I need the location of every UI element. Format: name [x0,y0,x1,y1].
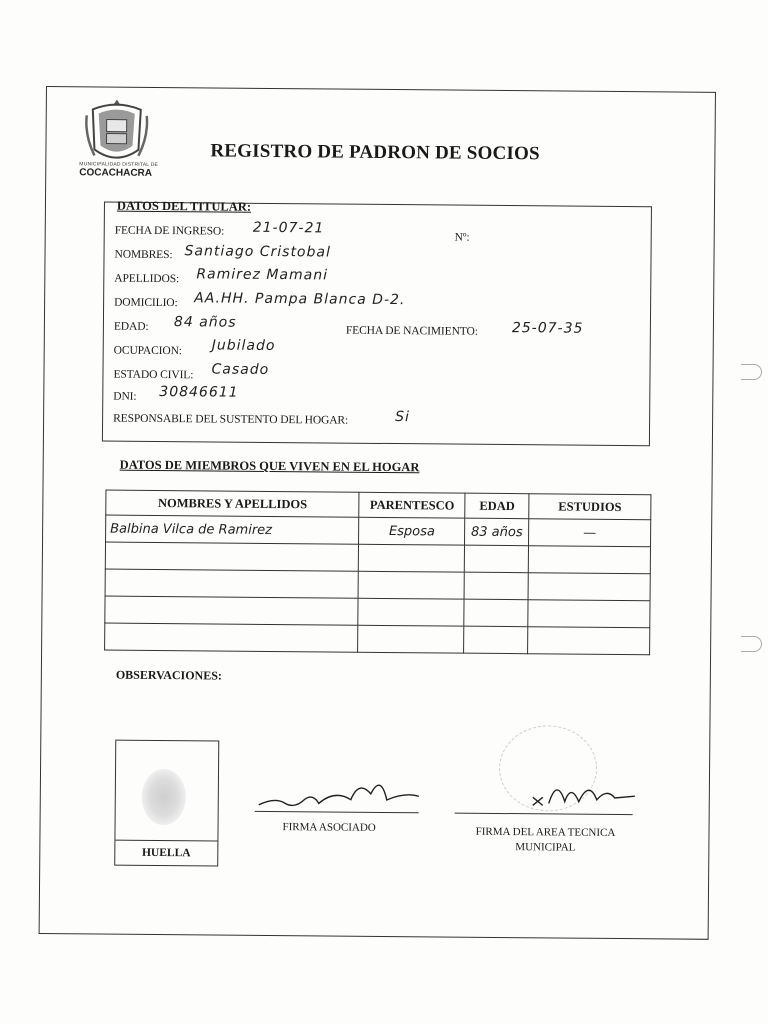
member-estudios-cell[interactable] [528,573,650,601]
ocupacion-label: OCUPACION: [113,344,182,358]
huella-label: HUELLA [115,840,217,866]
col-edad-header: EDAD [465,493,529,519]
col-nombres-header: NOMBRES Y APELLIDOS [106,490,360,517]
ocupacion-value[interactable]: Jubilado [211,337,276,355]
numero-label: Nº: [454,231,470,244]
edad-label: EDAD: [113,320,149,333]
punch-hole-mark [741,364,762,380]
firma-area-line1: FIRMA DEL AREA TECNICA [475,825,616,839]
member-estudios-cell[interactable] [528,546,650,574]
col-parentesco-header: PARENTESCO [359,492,465,518]
member-parentesco-cell[interactable] [358,625,464,653]
fecha-nacimiento-label: FECHA DE NACIMIENTO: [345,324,478,338]
observaciones-label: OBSERVACIONES: [115,667,222,683]
member-parentesco-cell[interactable] [359,544,465,572]
titular-heading: DATOS DEL TITULAR: [116,198,252,214]
member-edad-cell[interactable]: 83 años [465,518,529,546]
logo-subtitle: MUNICIPALIDAD DISTRITAL DE [79,161,159,168]
member-edad-cell[interactable] [464,572,528,600]
domicilio-label: DOMICILIO: [114,296,178,310]
member-parentesco-cell[interactable] [358,598,464,626]
estado-civil-value[interactable]: Casado [211,361,270,378]
fecha-nacimiento-value[interactable]: 25-07-35 [511,320,584,337]
responsable-value[interactable]: Si [395,409,410,426]
dni-label: DNI: [113,390,137,403]
nombres-value[interactable]: Santiago Cristobal [184,243,331,261]
members-table [104,490,651,656]
punch-hole-mark [741,636,762,652]
fingerprint-mark [142,769,186,825]
technical-signature [531,767,641,818]
apellidos-value[interactable]: Ramirez Mamani [196,266,329,284]
firma-area-line2: MUNICIPAL [515,841,576,854]
form-page [39,86,716,940]
domicilio-value[interactable]: AA.HH. Pampa Blanca D-2. [194,290,406,309]
members-heading: DATOS DE MIEMBROS QUE VIVEN EN EL HOGAR [119,457,420,475]
form-title: REGISTRO DE PADRON DE SOCIOS [210,140,540,165]
member-name-cell[interactable] [105,623,359,652]
member-parentesco-cell[interactable] [358,571,464,599]
logo-name: COCACHACRA [79,167,153,179]
table-row [105,623,650,655]
huella-box [114,740,219,867]
member-estudios-cell[interactable] [528,600,650,628]
member-name-cell[interactable] [105,569,359,598]
col-estudios-header: ESTUDIOS [529,494,651,520]
member-name-cell[interactable]: Balbina Vilca de Ramirez [106,515,360,544]
member-edad-cell[interactable] [464,626,528,654]
member-parentesco-cell[interactable]: Esposa [359,517,465,545]
titular-section [102,198,652,447]
edad-value[interactable]: 84 años [173,314,237,331]
firma-area-tecnica-label [468,825,622,856]
firma-asociado-label: FIRMA ASOCIADO [282,821,376,834]
fecha-ingreso-value[interactable]: 21-07-21 [252,219,325,237]
apellidos-label: APELLIDOS: [114,272,180,286]
member-estudios-cell[interactable]: — [529,519,651,547]
nombres-label: NOMBRES: [114,248,173,262]
member-edad-cell[interactable] [464,599,528,627]
dni-value[interactable]: 30846611 [159,384,239,401]
member-name-cell[interactable] [105,596,359,625]
member-edad-cell[interactable] [465,545,529,573]
responsable-label: RESPONSABLE DEL SUSTENTO DEL HOGAR: [113,412,349,427]
member-estudios-cell[interactable] [528,627,650,655]
fecha-ingreso-label: FECHA DE INGRESO: [114,224,225,238]
estado-civil-label: ESTADO CIVIL: [113,368,194,382]
member-name-cell[interactable] [105,542,359,571]
